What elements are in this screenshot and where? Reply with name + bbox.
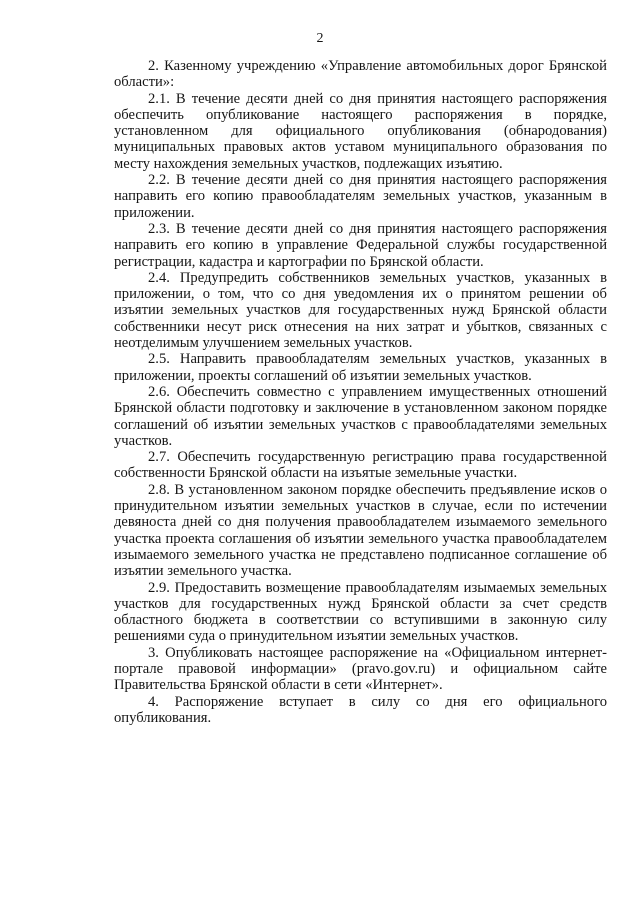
- paragraph-2-2: 2.2. В течение десяти дней со дня принятия настоящего распоряжения направить его копию правообладателям земельных участков, указанным в приложении.: [114, 172, 607, 221]
- paragraph-2-6: 2.6. Обеспечить совместно с управлением имущественных отношений Брянской области подготовку и заключение в установленном законом порядке соглашений об изъятии земельных участков с правообладателями земельных участков.: [114, 383, 607, 449]
- paragraph-2-9: 2.9. Предоставить возмещение правообладателям изымаемых земельных участков для государственных нужд Брянской области за счет средств областного бюджета в соответствии со вступившими в законную силу решениями суда о принудительном изъятии земельных участков.: [114, 579, 607, 645]
- paragraph-2-3: 2.3. В течение десяти дней со дня принятия настоящего распоряжения направить его копию в управление Федеральной службы государственной регистрации, кадастра и картографии по Брянской области.: [114, 220, 607, 270]
- paragraph-2-5: 2.5. Направить правообладателям земельных участков, указанных в приложении, проекты соглашений об изъятии земельных участков.: [114, 351, 607, 384]
- paragraph-2-7: 2.7. Обеспечить государственную регистрацию права государственной собственности Брянской области на изъятые земельные участки.: [114, 449, 607, 482]
- document-body: [114, 58, 607, 726]
- paragraph-2-8: 2.8. В установленном законом порядке обеспечить предъявление исков о принудительном изъятии земельных участков в случае, если по истечении девяноста дней со дня получения правообладателем изымаемого земельного участка проекта соглашения об изъятии земельного участка правообладателем изымаемого земельного участка не представлено подписанное соглашение об изъятии земельного участка.: [114, 481, 607, 580]
- paragraph-2-4: 2.4. Предупредить собственников земельных участков, указанных в приложении, о том, что со дня уведомления их о принятом решении об изъятии земельных участков для государственных нужд Брянской области собственники несут риск отнесения на них затрат и убытков, связанных с неотделимым улучшением земельных участков.: [114, 269, 607, 352]
- paragraph-3: 3. Опубликовать настоящее распоряжение на «Официальном интернет-портале правовой информации» (pravo.gov.ru) и официальном сайте Правительства Брянской области в сети «Интернет».: [114, 644, 607, 694]
- page-number: 2: [316, 31, 324, 46]
- paragraph-2-1: 2.1. В течение десяти дней со дня принятия настоящего распоряжения обеспечить опубликование настоящего распоряжения в порядке, установленном для официального опубликования (обнародования) муниципальных правовых актов уставом муниципального образования по месту нахождения земельных участков, подлежащих изъятию.: [114, 90, 607, 172]
- paragraph-2: 2. Казенному учреждению «Управление автомобильных дорог Брянской области»:: [114, 58, 607, 91]
- paragraph-4: 4. Распоряжение вступает в силу со дня его официального опубликования.: [114, 693, 607, 726]
